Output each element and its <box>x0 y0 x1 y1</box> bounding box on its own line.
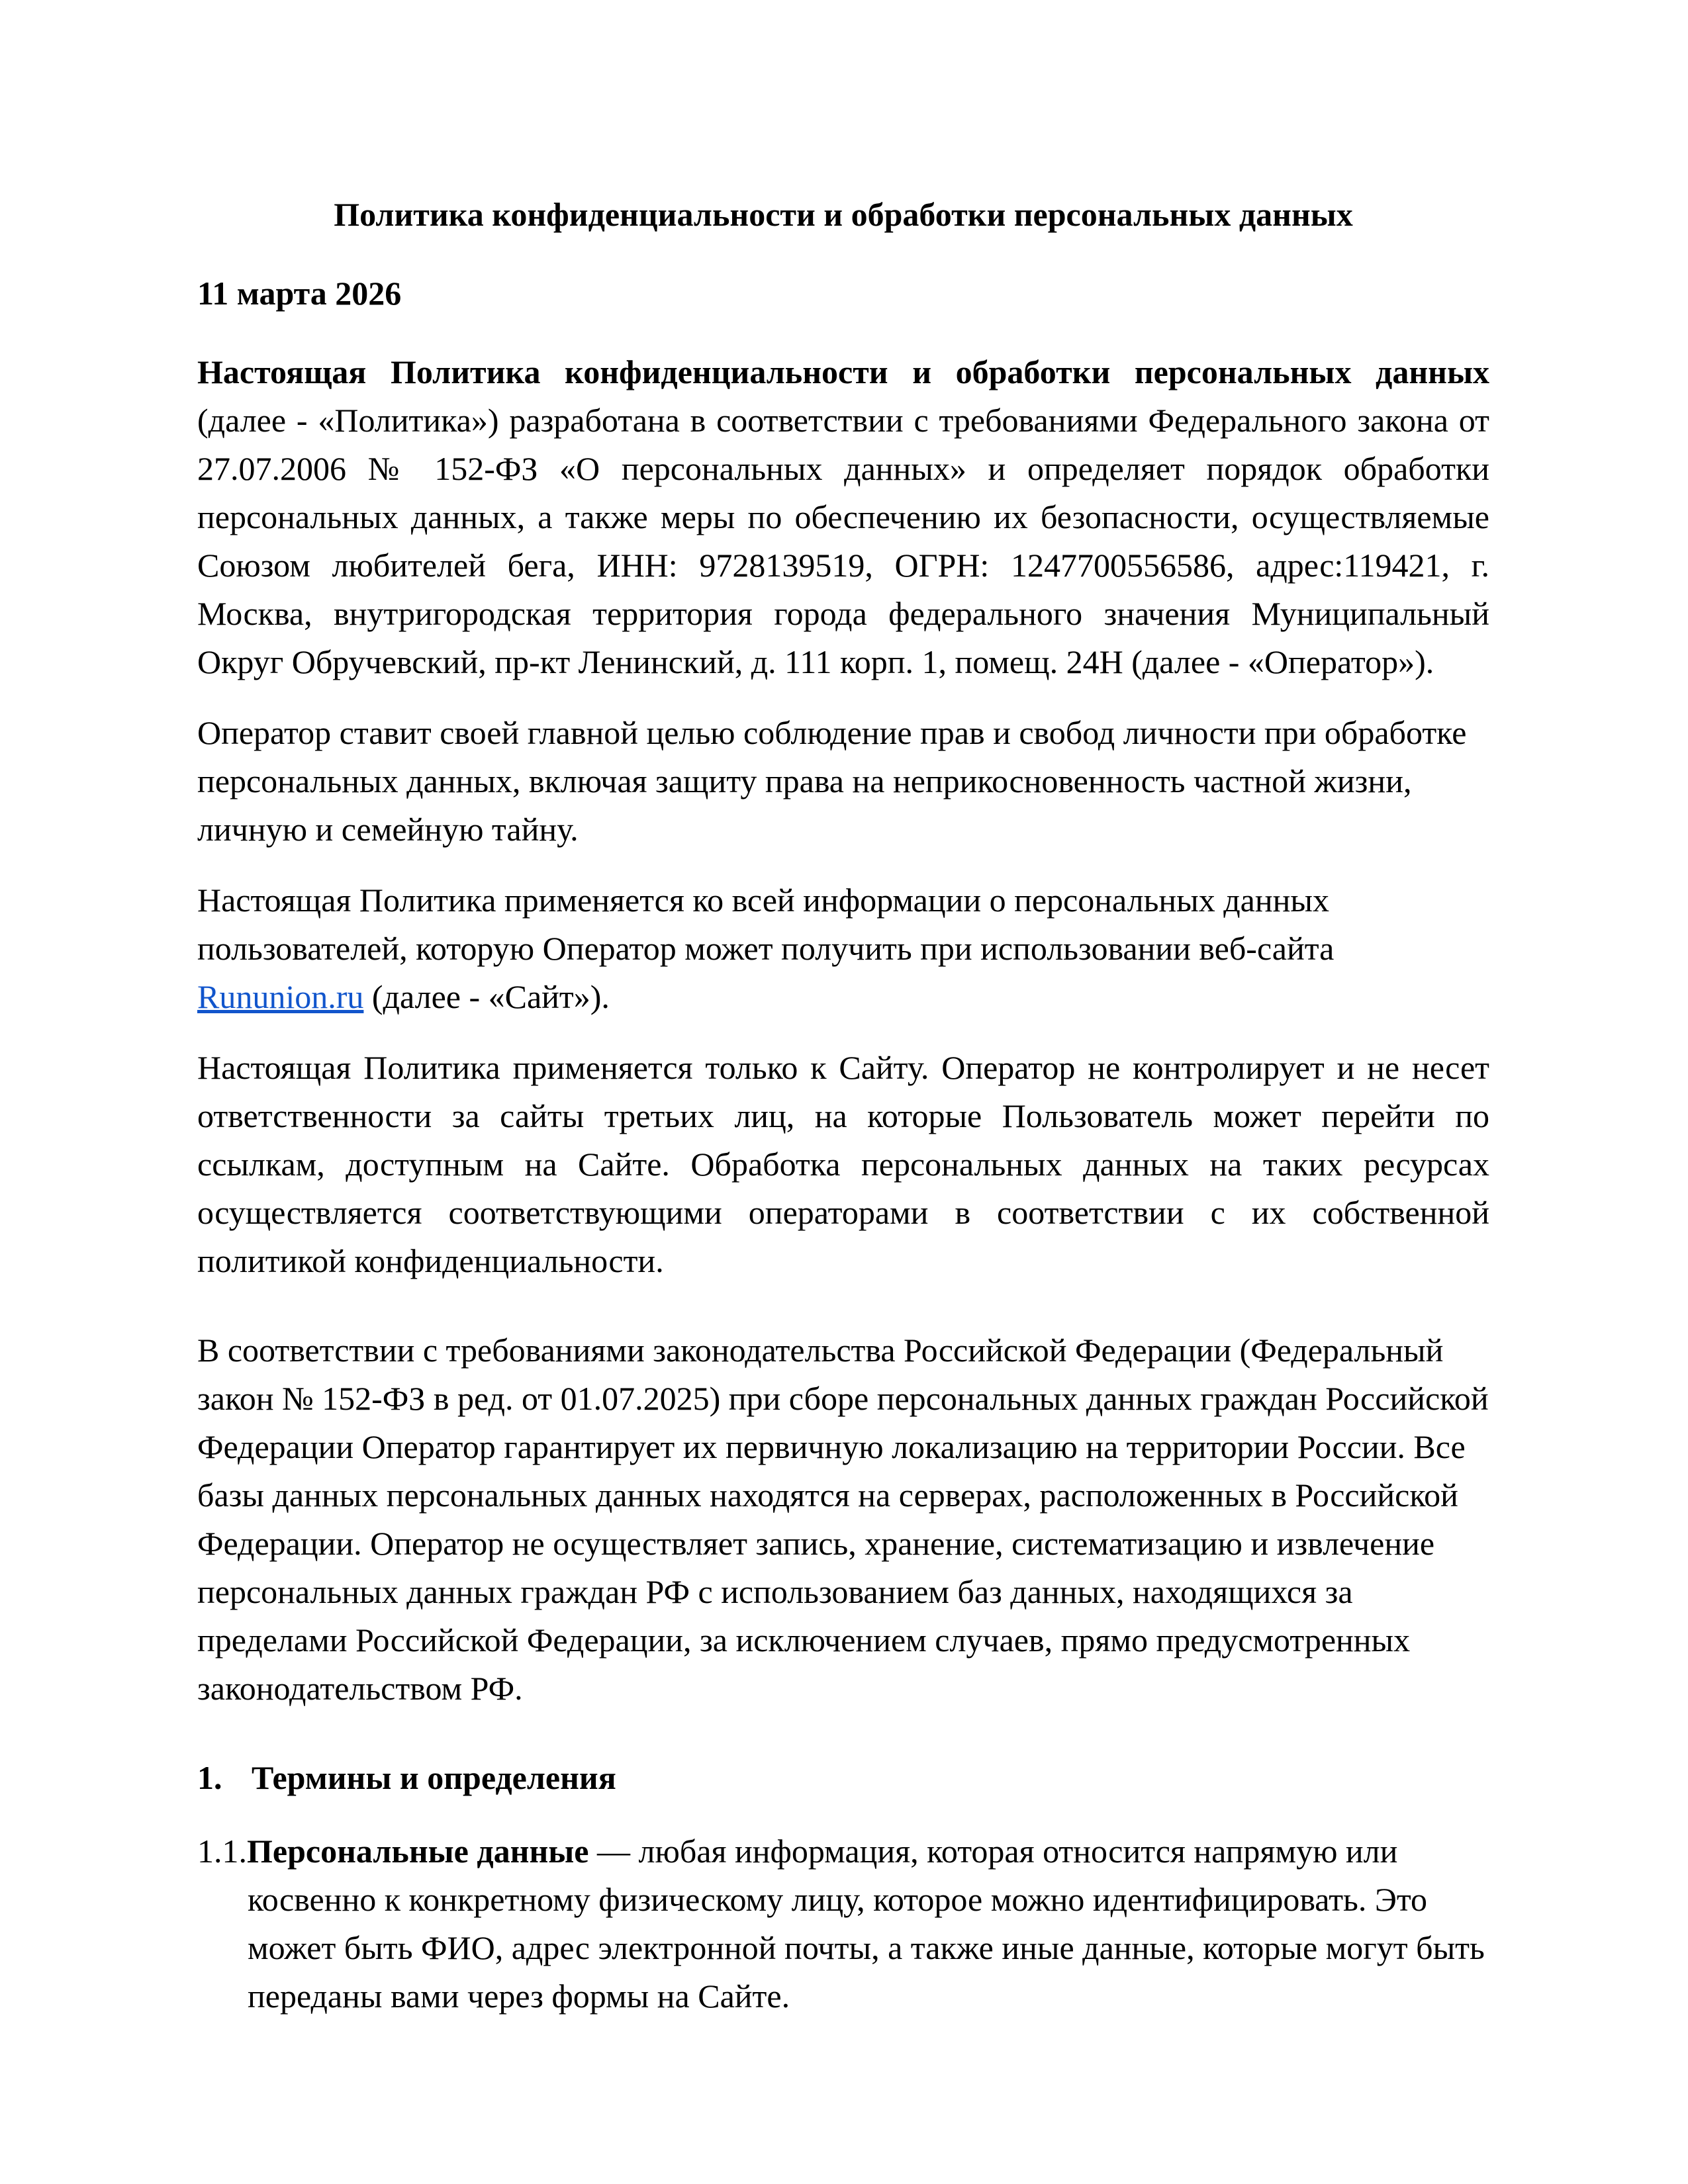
scope-text-after-link: (далее - «Сайт»). <box>363 978 610 1015</box>
intro-bold-lead: Настоящая Политика конфиденциальности и обработки персональных данных <box>197 353 1489 390</box>
paragraph-data-localization: В соответствии с требованиями законодательства Российской Федерации (Федеральный закон № 152-ФЗ в ред. от 01.07.2025) при сборе персональных данных граждан Российской Федерации Оператор гарантирует их первичную локализацию на территории России. Все базы данных персональных данных находятся на серверах, расположенных в Российской Федерации. Оператор не осуществляет запись, хранение, систематизацию и извлечение персональных данных граждан РФ с использованием баз данных, находящихся за пределами Российской Федерации, за исключением случаев, прямо предусмотренных законодательством РФ. <box>197 1332 1489 1707</box>
paragraph-intro <box>197 348 1489 686</box>
paragraph-goal: Оператор ставит своей главной целью соблюдение прав и свобод личности при обработке персональных данных, включая защиту права на неприкосновенность частной жизни, личную и семейную тайну. <box>197 714 1467 848</box>
document-date: 11 марта 2026 <box>197 275 402 312</box>
paragraph-scope <box>197 876 1489 1021</box>
item-1-1-definition: — любая информация, которая относится напрямую или косвенно к конкретному физическому лицу, которое можно идентифицировать. Это может быть ФИО, адрес электронной почты, а также иные данные, которые могут быть переданы вами через формы на Сайте. <box>248 1833 1485 2015</box>
document-title: Политика конфиденциальности и обработки персональных данных <box>334 196 1353 233</box>
item-1-1-term: Персональные данные <box>247 1833 589 1870</box>
scope-text-before-link: Настоящая Политика применяется ко всей информации о персональных данных пользователей, которую Оператор может получить при использовании веб-сайта <box>197 882 1335 967</box>
section-1-number: 1. <box>197 1759 222 1796</box>
definition-item-1-1 <box>197 1827 1489 2021</box>
section-1-title: Термины и определения <box>252 1759 616 1796</box>
intro-text: (далее - «Политика») разработана в соответствии с требованиями Федерального закона от 27.07.2006 № 152-ФЗ «О персональных данных» и определяет порядок обработки персональных данных, а также меры по обеспечению их безопасности, осуществляемые Союзом любителей бега, ИНН: 9728139519, ОГРН: 1247700556586, адрес:119421, г. Москва, внутригородская территория города федерального значения Муниципальный Округ Обручевский, пр-кт Ленинский, д. 111 корп. 1, помещ. 24Н (далее - «Оператор»). <box>197 402 1489 680</box>
paragraph-third-party-sites: Настоящая Политика применяется только к Сайту. Оператор не контролирует и не несет ответственности за сайты третьих лиц, на которые Пользователь может перейти по ссылкам, доступным на Сайте. Обработка персональных данных на таких ресурсах осуществляется соответствующими операторами в соответствии с их собственной политикой конфиденциальности. <box>197 1049 1489 1279</box>
site-link[interactable]: Rununion.ru <box>197 978 364 1015</box>
item-1-1-number: 1.1. <box>197 1833 247 1870</box>
section-1-heading <box>197 1754 1489 1802</box>
